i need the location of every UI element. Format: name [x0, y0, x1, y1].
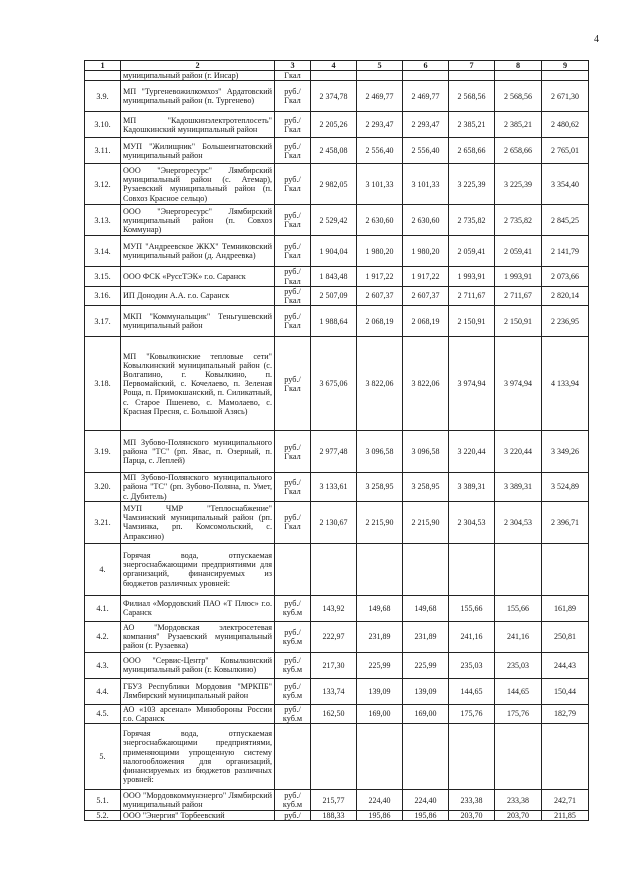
tariff-value: 2 068,19: [357, 306, 403, 337]
unit-cell: руб./ куб.м: [275, 595, 311, 621]
tariff-value: 133,74: [311, 678, 357, 704]
tariff-value: 2 374,78: [311, 81, 357, 112]
tariff-value: 150,44: [542, 678, 589, 704]
tariff-value: 241,16: [449, 621, 495, 652]
tariff-value: 161,89: [542, 595, 589, 621]
row-number: 5.1.: [85, 790, 121, 811]
tariff-value: 2 658,66: [495, 138, 542, 164]
table-row: [85, 81, 589, 112]
supplier-name: ИП Донодин А.А. г.о. Саранск: [121, 286, 275, 305]
tariff-value: 2 150,91: [449, 306, 495, 337]
tariff-value: [542, 724, 589, 790]
tariff-value: 224,40: [357, 790, 403, 811]
tariff-value: 233,38: [449, 790, 495, 811]
unit-cell: руб./ Гкал: [275, 267, 311, 286]
tariff-value: 2 568,56: [449, 81, 495, 112]
table-row: [85, 71, 589, 81]
tariff-value: 139,09: [403, 678, 449, 704]
tariff-value: [495, 71, 542, 81]
tariff-table: [84, 60, 589, 821]
supplier-name: АО «103 арсенал» Минобороны России г.о. Саранск: [121, 704, 275, 723]
row-number: 3.18.: [85, 337, 121, 431]
row-number: 3.21.: [85, 501, 121, 543]
unit-cell: руб./ Гкал: [275, 164, 311, 205]
tariff-value: 235,03: [495, 652, 542, 678]
table-row: [85, 337, 589, 431]
tariff-value: 195,86: [357, 811, 403, 821]
tariff-value: 143,92: [311, 595, 357, 621]
unit-cell: руб./ куб.м: [275, 704, 311, 723]
supplier-name: Филиал «Мордовский ПАО «Т Плюс» г.о. Саранск: [121, 595, 275, 621]
row-number: 3.9.: [85, 81, 121, 112]
table-row: [85, 205, 589, 236]
row-number: 4.3.: [85, 652, 121, 678]
tariff-value: 231,89: [357, 621, 403, 652]
supplier-name: ГБУЗ Республики Мордовия "МРКПБ" Лямбирский муниципальный район: [121, 678, 275, 704]
row-number: 3.13.: [85, 205, 121, 236]
tariff-value: 3 225,39: [495, 164, 542, 205]
tariff-value: 1 980,20: [357, 236, 403, 267]
supplier-name: Горячая вода, отпускаемая энергоснабжающими предприятиями, применяющими упрощенную систему налогообложения для организаций, финансируемых из бюджетов различных уровней:: [121, 724, 275, 790]
unit-cell: руб./ Гкал: [275, 337, 311, 431]
supplier-name: муниципальный район (г. Инсар): [121, 71, 275, 81]
tariff-value: 235,03: [449, 652, 495, 678]
unit-cell: руб./: [275, 811, 311, 821]
tariff-value: [311, 724, 357, 790]
tariff-value: [311, 543, 357, 595]
supplier-name: ООО ФСК «РуссТЭК» г.о. Саранск: [121, 267, 275, 286]
supplier-name: МП "Ковылкинские тепловые сети" Ковылкинский муниципальный район (с. Волгапино, г. Ковылкино, п. Первомайский, с. Кочелаево, п. Зеленая Роща, п. Примокшанский, п. Силикатный, с. Старое Пшенево, с. Мамолаево, с. Красная Пресня, с. Большой Азясь): [121, 337, 275, 431]
supplier-name: Горячая вода, отпускаемая энергоснабжающими предприятиями для организаций, финансируемых из бюджетов различных уровней:: [121, 543, 275, 595]
row-number: 4.2.: [85, 621, 121, 652]
tariff-value: 2 711,67: [495, 286, 542, 305]
tariff-value: 203,70: [449, 811, 495, 821]
tariff-value: 2 735,82: [449, 205, 495, 236]
unit-cell: руб./ куб.м: [275, 652, 311, 678]
unit-cell: руб./ Гкал: [275, 306, 311, 337]
tariff-value: [357, 71, 403, 81]
tariff-value: 1 980,20: [403, 236, 449, 267]
tariff-value: [357, 543, 403, 595]
tariff-value: [357, 724, 403, 790]
tariff-value: 144,65: [495, 678, 542, 704]
row-number: 3.14.: [85, 236, 121, 267]
table-row: [85, 724, 589, 790]
unit-cell: Гкал: [275, 71, 311, 81]
tariff-value: 3 096,58: [403, 431, 449, 473]
unit-cell: [275, 724, 311, 790]
unit-cell: руб./ Гкал: [275, 431, 311, 473]
table-row: [85, 595, 589, 621]
tariff-value: 2 293,47: [357, 112, 403, 138]
tariff-value: [542, 543, 589, 595]
unit-cell: руб./ куб.м: [275, 621, 311, 652]
unit-cell: руб./ Гкал: [275, 112, 311, 138]
tariff-value: 203,70: [495, 811, 542, 821]
tariff-value: [495, 724, 542, 790]
tariff-value: 2 236,95: [542, 306, 589, 337]
tariff-value: 2 630,60: [357, 205, 403, 236]
tariff-value: 242,71: [542, 790, 589, 811]
supplier-name: МУП "Жилищник" Большеигнатовский муниципальный район: [121, 138, 275, 164]
tariff-value: 2 141,79: [542, 236, 589, 267]
tariff-value: 2 630,60: [403, 205, 449, 236]
tariff-value: 211,85: [542, 811, 589, 821]
tariff-value: 2 529,42: [311, 205, 357, 236]
tariff-value: 3 133,61: [311, 473, 357, 502]
tariff-value: 2 215,90: [403, 501, 449, 543]
row-number: 4.4.: [85, 678, 121, 704]
table-row: [85, 267, 589, 286]
tariff-value: 217,30: [311, 652, 357, 678]
page-number: 4: [594, 34, 599, 45]
tariff-value: 233,38: [495, 790, 542, 811]
tariff-value: 3 096,58: [357, 431, 403, 473]
tariff-value: 188,33: [311, 811, 357, 821]
tariff-value: 3 225,39: [449, 164, 495, 205]
tariff-value: 1 843,48: [311, 267, 357, 286]
supplier-name: ООО "Сервис-Центр" Ковылкинский муниципальный район (г. Ковылкино): [121, 652, 275, 678]
tariff-value: 1 993,91: [449, 267, 495, 286]
tariff-value: 2 671,30: [542, 81, 589, 112]
row-number: 3.17.: [85, 306, 121, 337]
tariff-value: 2 607,37: [357, 286, 403, 305]
tariff-value: 2 385,21: [449, 112, 495, 138]
tariff-value: 3 675,06: [311, 337, 357, 431]
tariff-value: 2 458,08: [311, 138, 357, 164]
tariff-value: 2 059,41: [495, 236, 542, 267]
unit-cell: руб./ Гкал: [275, 236, 311, 267]
table-row: [85, 704, 589, 723]
row-number: 4.1.: [85, 595, 121, 621]
tariff-value: 2 068,19: [403, 306, 449, 337]
unit-cell: руб./ куб.м: [275, 790, 311, 811]
tariff-value: [403, 543, 449, 595]
tariff-value: 3 524,89: [542, 473, 589, 502]
tariff-value: 2 059,41: [449, 236, 495, 267]
tariff-value: 3 258,95: [403, 473, 449, 502]
unit-cell: руб./ Гкал: [275, 81, 311, 112]
tariff-value: 2 073,66: [542, 267, 589, 286]
table-row: [85, 431, 589, 473]
row-number: 3.19.: [85, 431, 121, 473]
tariff-value: 2 304,53: [449, 501, 495, 543]
tariff-value: 2 480,62: [542, 112, 589, 138]
table-row: [85, 652, 589, 678]
row-number: 3.11.: [85, 138, 121, 164]
tariff-value: 2 607,37: [403, 286, 449, 305]
supplier-name: МУП "Андреевское ЖКХ" Темниковский муниципальный район (д. Андреевка): [121, 236, 275, 267]
tariff-value: 222,97: [311, 621, 357, 652]
table-row: [85, 811, 589, 821]
tariff-value: 139,09: [357, 678, 403, 704]
tariff-value: [403, 724, 449, 790]
header-cell: 4: [311, 61, 357, 71]
header-cell: 7: [449, 61, 495, 71]
tariff-value: 2 711,67: [449, 286, 495, 305]
tariff-value: 2 205,26: [311, 112, 357, 138]
supplier-name: МКП "Коммунальщик" Теньгушевский муниципальный район: [121, 306, 275, 337]
supplier-name: АО "Мордовская электросетевая компания" Рузаевский муниципальный район (г. Рузаевка): [121, 621, 275, 652]
table-row: [85, 236, 589, 267]
tariff-value: 2 568,56: [495, 81, 542, 112]
table-row: [85, 501, 589, 543]
tariff-value: 2 658,66: [449, 138, 495, 164]
header-cell: 6: [403, 61, 449, 71]
row-number: 3.15.: [85, 267, 121, 286]
tariff-value: 3 389,31: [449, 473, 495, 502]
row-number: 3.12.: [85, 164, 121, 205]
tariff-value: [403, 71, 449, 81]
table-row: [85, 112, 589, 138]
tariff-value: 2 556,40: [403, 138, 449, 164]
tariff-value: 2 820,14: [542, 286, 589, 305]
tariff-value: 144,65: [449, 678, 495, 704]
tariff-value: 2 469,77: [403, 81, 449, 112]
tariff-value: 175,76: [449, 704, 495, 723]
row-number: [85, 71, 121, 81]
tariff-value: 225,99: [357, 652, 403, 678]
supplier-name: МП "Кадошкинэлектротеплосеть" Кадошкинский муниципальный район: [121, 112, 275, 138]
tariff-value: 215,77: [311, 790, 357, 811]
tariff-value: 3 822,06: [357, 337, 403, 431]
tariff-value: 182,79: [542, 704, 589, 723]
table-row: [85, 286, 589, 305]
unit-cell: руб./ Гкал: [275, 205, 311, 236]
unit-cell: руб./ Гкал: [275, 286, 311, 305]
tariff-value: 3 101,33: [357, 164, 403, 205]
table-row: [85, 543, 589, 595]
tariff-value: 2 982,05: [311, 164, 357, 205]
supplier-name: МУП ЧМР "Теплоснабжение" Чамзинский муниципальный район (рп. Чамзинка, рп. Комсомольский, с. Апраксино): [121, 501, 275, 543]
tariff-value: 149,68: [403, 595, 449, 621]
unit-cell: руб./ Гкал: [275, 501, 311, 543]
row-number: 5.: [85, 724, 121, 790]
tariff-value: 3 349,26: [542, 431, 589, 473]
tariff-value: 2 215,90: [357, 501, 403, 543]
table-row: [85, 621, 589, 652]
tariff-value: 241,16: [495, 621, 542, 652]
unit-cell: руб./ Гкал: [275, 473, 311, 502]
tariff-value: [311, 71, 357, 81]
tariff-value: 162,50: [311, 704, 357, 723]
tariff-value: 1 993,91: [495, 267, 542, 286]
header-cell: 8: [495, 61, 542, 71]
header-cell: 2: [121, 61, 275, 71]
unit-cell: руб./ куб.м: [275, 678, 311, 704]
header-cell: 1: [85, 61, 121, 71]
tariff-value: 4 133,94: [542, 337, 589, 431]
tariff-value: [495, 543, 542, 595]
unit-cell: руб./ Гкал: [275, 138, 311, 164]
row-number: 3.16.: [85, 286, 121, 305]
table-row: [85, 164, 589, 205]
tariff-value: 244,43: [542, 652, 589, 678]
tariff-value: [542, 71, 589, 81]
tariff-value: 3 974,94: [495, 337, 542, 431]
tariff-value: 195,86: [403, 811, 449, 821]
tariff-value: 1 917,22: [357, 267, 403, 286]
tariff-value: 231,89: [403, 621, 449, 652]
tariff-value: [449, 543, 495, 595]
tariff-value: 1 904,04: [311, 236, 357, 267]
table-row: [85, 790, 589, 811]
supplier-name: ООО "Энергоресурс" Лямбирский муниципальный район (с. Атемар), Рузаевский муниципальный район (п. Совхоз Красное сельцо): [121, 164, 275, 205]
tariff-value: 2 304,53: [495, 501, 542, 543]
tariff-value: 3 258,95: [357, 473, 403, 502]
tariff-value: 3 822,06: [403, 337, 449, 431]
header-cell: 3: [275, 61, 311, 71]
unit-cell: [275, 543, 311, 595]
supplier-name: ООО "Энергоресурс" Лямбирский муниципальный район (п. Совхоз Коммунар): [121, 205, 275, 236]
tariff-value: 2 293,47: [403, 112, 449, 138]
tariff-value: 2 385,21: [495, 112, 542, 138]
tariff-value: [449, 71, 495, 81]
tariff-value: 1 988,64: [311, 306, 357, 337]
tariff-value: [449, 724, 495, 790]
supplier-name: МП "Тургеневожилкомхоз" Ардатовский муниципальный район (п. Тургенево): [121, 81, 275, 112]
tariff-value: 169,00: [403, 704, 449, 723]
tariff-value: 2 735,82: [495, 205, 542, 236]
tariff-value: 155,66: [495, 595, 542, 621]
table-row: [85, 138, 589, 164]
tariff-value: 3 354,40: [542, 164, 589, 205]
tariff-value: 2 396,71: [542, 501, 589, 543]
table-row: [85, 678, 589, 704]
tariff-value: 2 977,48: [311, 431, 357, 473]
header-cell: 9: [542, 61, 589, 71]
tariff-value: 2 469,77: [357, 81, 403, 112]
tariff-value: 169,00: [357, 704, 403, 723]
tariff-value: 2 130,67: [311, 501, 357, 543]
row-number: 5.2.: [85, 811, 121, 821]
tariff-value: 2 765,01: [542, 138, 589, 164]
supplier-name: ООО "Энергия" Торбеевский: [121, 811, 275, 821]
tariff-value: 3 220,44: [449, 431, 495, 473]
tariff-value: 3 220,44: [495, 431, 542, 473]
row-number: 4.5.: [85, 704, 121, 723]
table-row: [85, 473, 589, 502]
tariff-value: 1 917,22: [403, 267, 449, 286]
supplier-name: МП Зубово-Полянского муниципального района "ТС" (рп. Явас, п. Озерный, п. Парца, с. Леплей): [121, 431, 275, 473]
tariff-value: 3 389,31: [495, 473, 542, 502]
tariff-value: 225,99: [403, 652, 449, 678]
tariff-value: 250,81: [542, 621, 589, 652]
tariff-value: 2 150,91: [495, 306, 542, 337]
supplier-name: МП Зубово-Полянского муниципального района "ТС" (рп. Зубово-Поляна, п. Умет, с. Дубитель): [121, 473, 275, 502]
tariff-value: 224,40: [403, 790, 449, 811]
tariff-value: 3 974,94: [449, 337, 495, 431]
row-number: 3.20.: [85, 473, 121, 502]
header-row: [85, 61, 589, 71]
table-row: [85, 306, 589, 337]
tariff-value: 149,68: [357, 595, 403, 621]
tariff-value: 155,66: [449, 595, 495, 621]
row-number: 4.: [85, 543, 121, 595]
tariff-value: 3 101,33: [403, 164, 449, 205]
supplier-name: ООО "Мордовкоммунэнерго" Лямбирский муниципальный район: [121, 790, 275, 811]
header-cell: 5: [357, 61, 403, 71]
row-number: 3.10.: [85, 112, 121, 138]
tariff-value: 2 845,25: [542, 205, 589, 236]
tariff-value: 175,76: [495, 704, 542, 723]
tariff-value: 2 556,40: [357, 138, 403, 164]
tariff-value: 2 507,09: [311, 286, 357, 305]
